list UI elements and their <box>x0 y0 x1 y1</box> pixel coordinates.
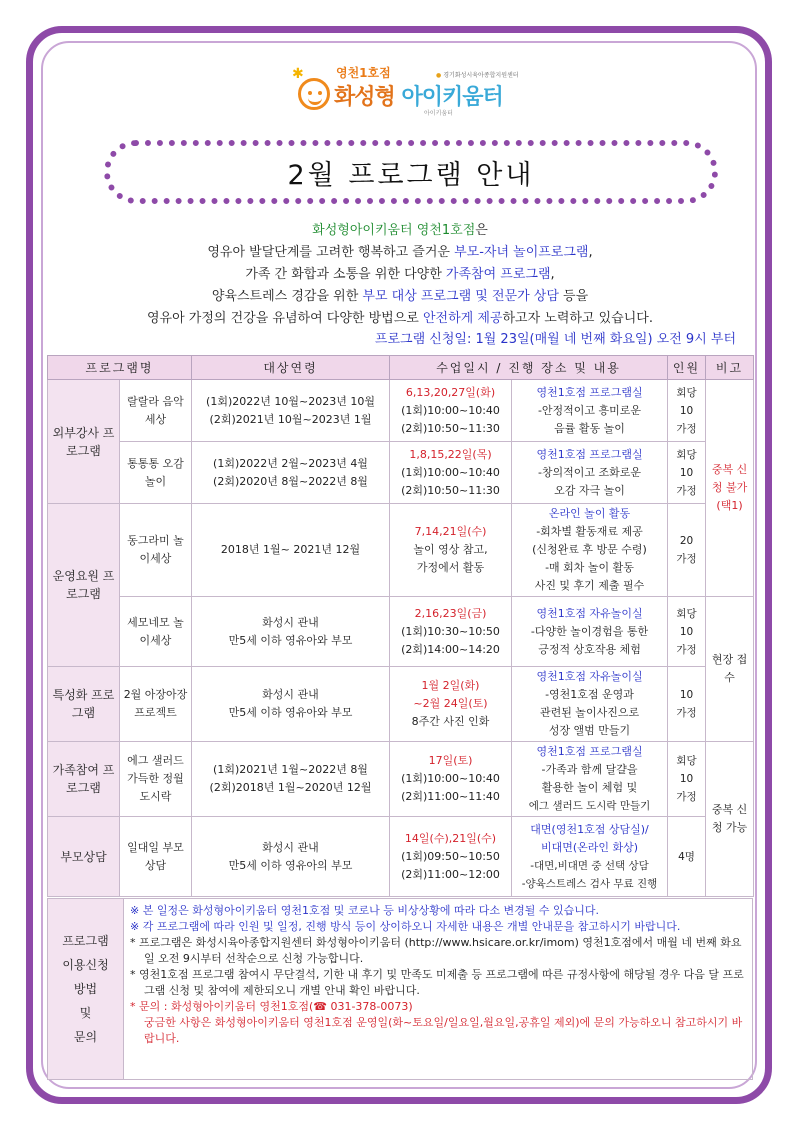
time-line: (2회)11:00~11:40 <box>401 790 500 803</box>
intro-l5-b: 안전하게 제공 <box>422 311 503 326</box>
logo-main <box>334 80 503 111</box>
intro-l2-b: 부모-자녀 놀이프로그램 <box>454 245 589 260</box>
desc-line: -안정적이고 흥미로운 <box>537 403 642 417</box>
table-row <box>48 817 754 897</box>
time-line: 가정에서 활동 <box>416 561 485 574</box>
time-line: (2회)11:00~12:00 <box>401 867 500 881</box>
info-label-line: 및 <box>79 1006 92 1020</box>
time-line: 놀이 영상 참고, <box>413 543 488 556</box>
logo-branch: 영천1호점 <box>336 66 391 80</box>
time-line: (1회)10:30~10:50 <box>401 624 500 638</box>
count-line: 20 <box>679 535 694 547</box>
program-name: 2월 아장아장 프로젝트 <box>120 667 192 742</box>
category-cell: 외부강사 프로그램 <box>48 380 120 504</box>
desc-line: 오감 자극 놀이 <box>554 483 625 497</box>
desc-line: -대면,비대면 중 선택 상담 <box>530 859 649 872</box>
program-name: 동그라미 놀이세상 <box>120 504 192 597</box>
content-cell <box>512 667 668 742</box>
count-line: 회당 <box>676 386 697 399</box>
header-count: 인원 <box>668 356 706 380</box>
intro-text <box>60 220 740 330</box>
apply-date: 프로그램 신청일: 1월 23일(매월 네 번째 화요일) 오전 9시 부터 <box>374 332 736 347</box>
date-line: ~2월 24일(토) <box>413 697 488 710</box>
count-line: 가정 <box>676 553 697 565</box>
desc-line: 성장 앨범 만들기 <box>548 724 631 737</box>
header-schedule: 수업일시 / 진행 장소 및 내용 <box>390 356 668 380</box>
age-line: (1회)2021년 1월~2022년 8월 <box>213 763 368 776</box>
program-name: 에그 샐러드 가득한 정월도시락 <box>120 742 192 817</box>
intro-l5-c: 하고자 노력하고 있습니다. <box>502 311 653 326</box>
time-line: (2회)10:50~11:30 <box>401 421 500 435</box>
date-line: 1월 2일(화) <box>421 679 480 692</box>
age-cell <box>192 667 390 742</box>
content-cell <box>512 380 668 442</box>
count-line: 10 <box>679 404 694 417</box>
time-line: (2회)10:50~11:30 <box>401 483 500 497</box>
age-line: 만5세 이하 영유아의 부모 <box>228 858 353 872</box>
age-cell <box>192 380 390 442</box>
table-row <box>48 380 754 442</box>
info-line: 궁금한 사항은 화성형아이키움터 영천1호점 운영일(화~토요일/일요일,월요일,공휴일 제외)에 문의 가능하오니 참고하시기 바랍니다. <box>144 1016 743 1045</box>
intro-l4-a: 양육스트레스 경감을 위한 <box>211 289 363 304</box>
content-cell <box>512 597 668 667</box>
category-cell: 가족참여 프로그램 <box>48 742 120 817</box>
count-line: 10 <box>679 689 694 701</box>
content-cell <box>512 742 668 817</box>
count-line: 가정 <box>676 707 697 719</box>
star-icon: ✱ <box>292 66 304 82</box>
date-cell <box>390 380 512 442</box>
intro-l5-a: 영유아 가정의 건강을 유념하여 다양한 방법으로 <box>147 311 423 326</box>
table-row <box>48 742 754 817</box>
desc-line: -양육스트레스 검사 무료 진행 <box>521 877 658 890</box>
intro-l3-b: 가족참여 프로그램 <box>445 267 551 282</box>
age-line: 화성시 관내 <box>262 688 319 701</box>
note-cell: 중복 신청 불가 (택1) <box>706 380 754 597</box>
table-header-row <box>48 356 754 380</box>
info-line: ※ 본 일정은 화성형아이키움터 영천1호점 및 코로나 등 비상상황에 따라 다소 변경될 수 있습니다. <box>130 904 599 917</box>
program-table <box>47 355 754 897</box>
desc-line: -가족과 함께 달걀을 <box>541 763 638 776</box>
count-line: 회당 <box>676 755 697 767</box>
age-line: 만5세 이하 영유아와 부모 <box>228 706 353 719</box>
time-line: (1회)10:00~10:40 <box>401 772 500 785</box>
program-name: 일대일 부모상담 <box>120 817 192 897</box>
desc-line: -매 회차 놀이 활동 <box>545 561 634 574</box>
page-title: 2월 프로그램 안내 <box>287 159 535 191</box>
age-cell: 2018년 1월~ 2021년 12월 <box>192 504 390 597</box>
desc-line: 에그 샐러드 도시락 만들기 <box>528 800 651 812</box>
desc-line: -회차별 활동재료 제공 <box>536 525 643 538</box>
date-line: 7,14,21일(수) <box>414 525 487 538</box>
count-line: 가정 <box>676 791 697 803</box>
count-cell <box>668 742 706 817</box>
header-program: 프로그램명 <box>48 356 192 380</box>
date-cell <box>390 442 512 504</box>
category-cell: 부모상담 <box>48 817 120 897</box>
desc-line: 사진 및 후기 제출 필수 <box>534 579 645 592</box>
program-name: 통통통 오감놀이 <box>120 442 192 504</box>
intro-l4-b: 부모 대상 프로그램 및 전문가 상담 <box>362 289 559 304</box>
desc-line: 긍정적 상호작용 체험 <box>538 642 641 656</box>
smile-face-icon <box>298 78 330 110</box>
category-cell: 특성화 프로그램 <box>48 667 120 742</box>
date-cell <box>390 504 512 597</box>
table-row <box>48 597 754 667</box>
desc-line: 음률 활동 놀이 <box>554 421 625 435</box>
count-cell <box>668 442 706 504</box>
count-cell <box>668 504 706 597</box>
age-line: (1회)2022년 2월~2023년 4월 <box>213 456 368 470</box>
time-line: (2회)14:00~14:20 <box>401 642 500 656</box>
info-body <box>124 899 752 1079</box>
count-line: 10 <box>679 625 694 638</box>
age-line: (2회)2021년 10월~2023년 1월 <box>209 412 372 426</box>
intro-l3-c: , <box>550 267 555 282</box>
age-cell <box>192 442 390 504</box>
age-line: (2회)2018년 1월~2020년 12월 <box>209 781 372 794</box>
count-line: 가정 <box>676 484 697 497</box>
info-label-line: 문의 <box>73 1030 98 1044</box>
intro-l3-a: 가족 간 화합과 소통을 위한 다양한 <box>245 267 446 282</box>
count-line: 회당 <box>676 448 697 461</box>
count-line: 10 <box>679 466 694 479</box>
content-cell <box>512 817 668 897</box>
program-name: 세모네모 놀이세상 <box>120 597 192 667</box>
count-cell: 4명 <box>668 817 706 897</box>
date-line: 14일(수),21일(수) <box>404 831 497 845</box>
time-line: (1회)10:00~10:40 <box>401 465 500 479</box>
date-line: 6,13,20,27일(화) <box>405 385 496 399</box>
contact-line: * 문의 : 화성형아이키움터 영천1호점(☎ 031-378-0073) <box>130 1000 413 1013</box>
info-label-line: 이용신청 <box>62 958 109 972</box>
info-line: * 영천1호점 프로그램 참여시 무단결석, 기한 내 후기 및 만족도 미제출 등 프로그램에 따른 규정사항에 해당될 경우 다음 달 프로그램 신청 및 참여에 제한되오니 개별 안내 확인 바랍니다. <box>130 968 744 997</box>
age-line: 화성시 관내 <box>262 615 319 629</box>
date-cell <box>390 742 512 817</box>
place-line: 영천1호점 자유놀이실 <box>536 606 643 620</box>
date-cell <box>390 817 512 897</box>
age-cell <box>192 817 390 897</box>
count-line: 가정 <box>676 422 697 435</box>
count-cell <box>668 380 706 442</box>
content-cell <box>512 504 668 597</box>
count-line: 가정 <box>676 643 697 656</box>
count-cell <box>668 667 706 742</box>
logo-tag: 아이키움터 <box>424 110 453 117</box>
title-box <box>104 140 718 204</box>
age-line: (1회)2022년 10월~2023년 10월 <box>206 394 375 408</box>
info-box <box>47 898 753 1080</box>
header-note: 비고 <box>706 356 754 380</box>
count-line: 회당 <box>676 607 697 620</box>
place-line: 대면(영천1호점 상담실)/ <box>530 822 649 836</box>
logo-main-a: 화성형 <box>334 85 395 110</box>
date-cell <box>390 597 512 667</box>
desc-line: (신청완료 후 방문 수령) <box>532 543 647 556</box>
place-line: 영천1호점 프로그램실 <box>536 745 643 758</box>
logo-main-b: 아이키움터 <box>401 85 503 110</box>
age-cell <box>192 597 390 667</box>
logo <box>292 60 519 120</box>
content-cell <box>512 442 668 504</box>
place-line: 영천1호점 프로그램실 <box>536 447 643 461</box>
time-line: (1회)10:00~10:40 <box>401 403 500 417</box>
intro-l2-a: 영유아 발달단계를 고려한 행복하고 즐거운 <box>207 245 455 260</box>
intro-l4-c: 등을 <box>558 289 589 304</box>
table-row <box>48 442 754 504</box>
category-cell: 운영요원 프로그램 <box>48 504 120 667</box>
desc-line: 활용한 놀이 체험 및 <box>541 781 638 794</box>
date-cell <box>390 667 512 742</box>
table-row <box>48 504 754 597</box>
age-line: 화성시 관내 <box>262 840 319 854</box>
info-line: * 프로그램은 화성시육아종합지원센터 화성형아이키움터 (http://www.hsicare.or.kr/imom) 영천1호점에서 매월 네 번째 화요일 오전 9시부터 선착순으로 신청 가능합니다. <box>130 936 742 965</box>
age-line: (2회)2020년 8월~2022년 8월 <box>213 474 368 488</box>
place-line: 온라인 놀이 활동 <box>548 507 631 520</box>
count-cell <box>668 597 706 667</box>
place-line: 영천1호점 프로그램실 <box>536 385 643 399</box>
desc-line: -창의적이고 조화로운 <box>537 465 642 479</box>
date-line: 2,16,23일(금) <box>414 606 487 620</box>
date-line: 17일(토) <box>428 754 473 767</box>
desc-line: 관련된 놀이사진으로 <box>539 706 640 719</box>
info-label-line: 프로그램 <box>62 934 109 948</box>
note-cell: 현장 접수 <box>706 597 754 742</box>
desc-line: -영천1호점 운영과 <box>545 688 634 701</box>
intro-center-name: 화성형아이키움터 영천1호점 <box>312 223 476 238</box>
count-line: 10 <box>679 773 694 785</box>
header-age: 대상연령 <box>192 356 390 380</box>
age-line: 만5세 이하 영유아와 부모 <box>228 633 353 647</box>
place-line: 비대면(온라인 화상) <box>540 840 639 854</box>
place-line: 영천1호점 자유놀이실 <box>536 670 643 683</box>
info-line: ※ 각 프로그램에 따라 인원 및 일정, 진행 방식 등이 상이하오니 자세한 내용은 개별 안내문을 참고하시기 바랍니다. <box>130 920 681 933</box>
info-label-line: 방법 <box>73 982 98 996</box>
intro-l2-c: , <box>588 245 593 260</box>
table-row <box>48 667 754 742</box>
note-cell: 중복 신청 가능 <box>706 742 754 897</box>
intro-l1-b: 은 <box>475 223 488 238</box>
time-line: 8주간 사진 인화 <box>411 715 490 728</box>
date-line: 1,8,15,22일(목) <box>409 447 492 461</box>
desc-line: -다양한 놀이경험을 통한 <box>530 624 649 638</box>
age-cell <box>192 742 390 817</box>
logo-org: ● 경기화성시육아종합지원센터 <box>436 70 519 79</box>
time-line: (1회)09:50~10:50 <box>401 849 500 863</box>
info-label <box>48 899 124 1079</box>
program-name: 랄랄라 음악세상 <box>120 380 192 442</box>
